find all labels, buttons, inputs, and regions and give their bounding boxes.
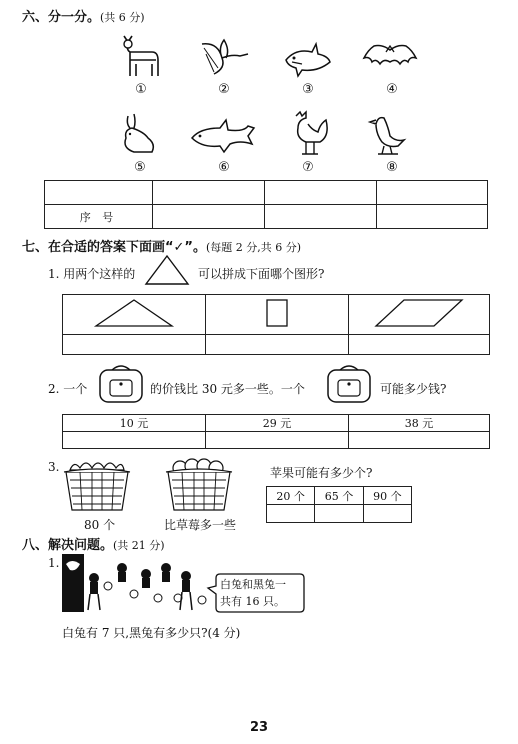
- shape-option-cell[interactable]: [63, 295, 206, 335]
- q8-1-question: 白兔有 7 只,黑兔有多少只?(4 分): [62, 626, 241, 640]
- backpack-icon: [94, 362, 148, 406]
- item-number: ①: [135, 82, 147, 97]
- strawberry-basket-icon: [62, 456, 132, 514]
- q2-text-b: 的价钱比 30 元多一些。一个: [150, 382, 305, 396]
- shape-option-cell[interactable]: [349, 295, 490, 335]
- q1-text-before: 1. 用两个这样的: [48, 267, 136, 281]
- dolphin-icon: [190, 118, 256, 154]
- q3-options-table: [266, 486, 412, 523]
- bubble-line: 白兔和黑兔一: [220, 578, 286, 591]
- goat-icon: [118, 32, 164, 82]
- table-cell[interactable]: [153, 205, 265, 229]
- q2-text-c: 可能多少钱?: [380, 382, 447, 396]
- q1-text-after: 可以拼成下面哪个图形?: [198, 267, 325, 281]
- answer-cell[interactable]: [63, 432, 206, 449]
- parallelogram-shape-icon: [374, 298, 464, 328]
- shark-icon: [282, 42, 332, 78]
- q2-text-a: 2. 一个: [48, 382, 88, 396]
- triangle-icon: [144, 254, 190, 286]
- table-cell[interactable]: [45, 181, 153, 205]
- item-number: ②: [218, 82, 230, 97]
- apple-basket-icon: [164, 456, 234, 514]
- rabbit-icon: [118, 112, 158, 156]
- count-option: 20 个: [267, 487, 315, 505]
- basket2-label: 比草莓多一些: [164, 518, 237, 532]
- count-option: 65 个: [315, 487, 363, 505]
- bat-icon: [362, 42, 418, 78]
- section6-title: 六、分一分。: [22, 10, 101, 25]
- section8-title: 八、解决问题。: [22, 538, 114, 553]
- hummingbird-icon: [200, 38, 250, 80]
- price-option: 29 元: [206, 415, 349, 432]
- bird-icon: [368, 112, 408, 158]
- row-label: 序 号: [45, 205, 153, 229]
- q3-number: 3.: [48, 460, 60, 474]
- item-number: ⑧: [386, 160, 398, 175]
- price-option: 10 元: [63, 415, 206, 432]
- q3-question: 苹果可能有多少个?: [270, 466, 373, 480]
- q2-options-table: [62, 414, 490, 449]
- backpack-icon: [322, 362, 376, 406]
- answer-cell[interactable]: [206, 432, 349, 449]
- answer-cell[interactable]: [363, 505, 411, 523]
- count-option: 90 个: [363, 487, 411, 505]
- section8-score: (共 21 分): [113, 539, 165, 552]
- table-cell[interactable]: [265, 205, 377, 229]
- item-number: ③: [302, 82, 314, 97]
- basket1-label: 80 个: [84, 518, 116, 532]
- price-option: 38 元: [349, 415, 490, 432]
- section7-score: (每题 2 分,共 6 分): [205, 241, 302, 254]
- answer-cell[interactable]: [349, 432, 490, 449]
- section6-heading: [22, 6, 145, 25]
- answer-cell[interactable]: [63, 335, 206, 355]
- section8-heading: [22, 534, 165, 553]
- rooster-icon: [286, 110, 332, 158]
- item-number: ⑥: [218, 160, 230, 175]
- table-cell[interactable]: [153, 181, 265, 205]
- table-cell[interactable]: [377, 205, 488, 229]
- section7-title: 七、在合适的答案下面画“✓”。: [22, 240, 206, 255]
- answer-cell[interactable]: [206, 335, 349, 355]
- table-cell[interactable]: [377, 181, 488, 205]
- classification-table: [44, 180, 488, 229]
- rectangle-shape-icon: [265, 298, 289, 328]
- q8-1-number: 1.: [48, 556, 60, 570]
- section6-score: (共 6 分): [100, 11, 145, 24]
- table-cell[interactable]: [265, 181, 377, 205]
- shape-option-cell[interactable]: [206, 295, 349, 335]
- answer-cell[interactable]: [349, 335, 490, 355]
- answer-cell[interactable]: [315, 505, 363, 523]
- triangle-shape-icon: [94, 298, 174, 328]
- answer-cell[interactable]: [267, 505, 315, 523]
- item-number: ⑤: [134, 160, 146, 175]
- bubble-text: [220, 576, 286, 610]
- page-number: 23: [250, 720, 269, 735]
- item-number: ⑦: [302, 160, 314, 175]
- item-number: ④: [386, 82, 398, 97]
- bubble-line: 共有 16 只。: [220, 595, 285, 608]
- q1-options-table: [62, 294, 490, 355]
- rabbits-scene-illustration: [62, 554, 212, 614]
- section7-heading: [22, 236, 301, 255]
